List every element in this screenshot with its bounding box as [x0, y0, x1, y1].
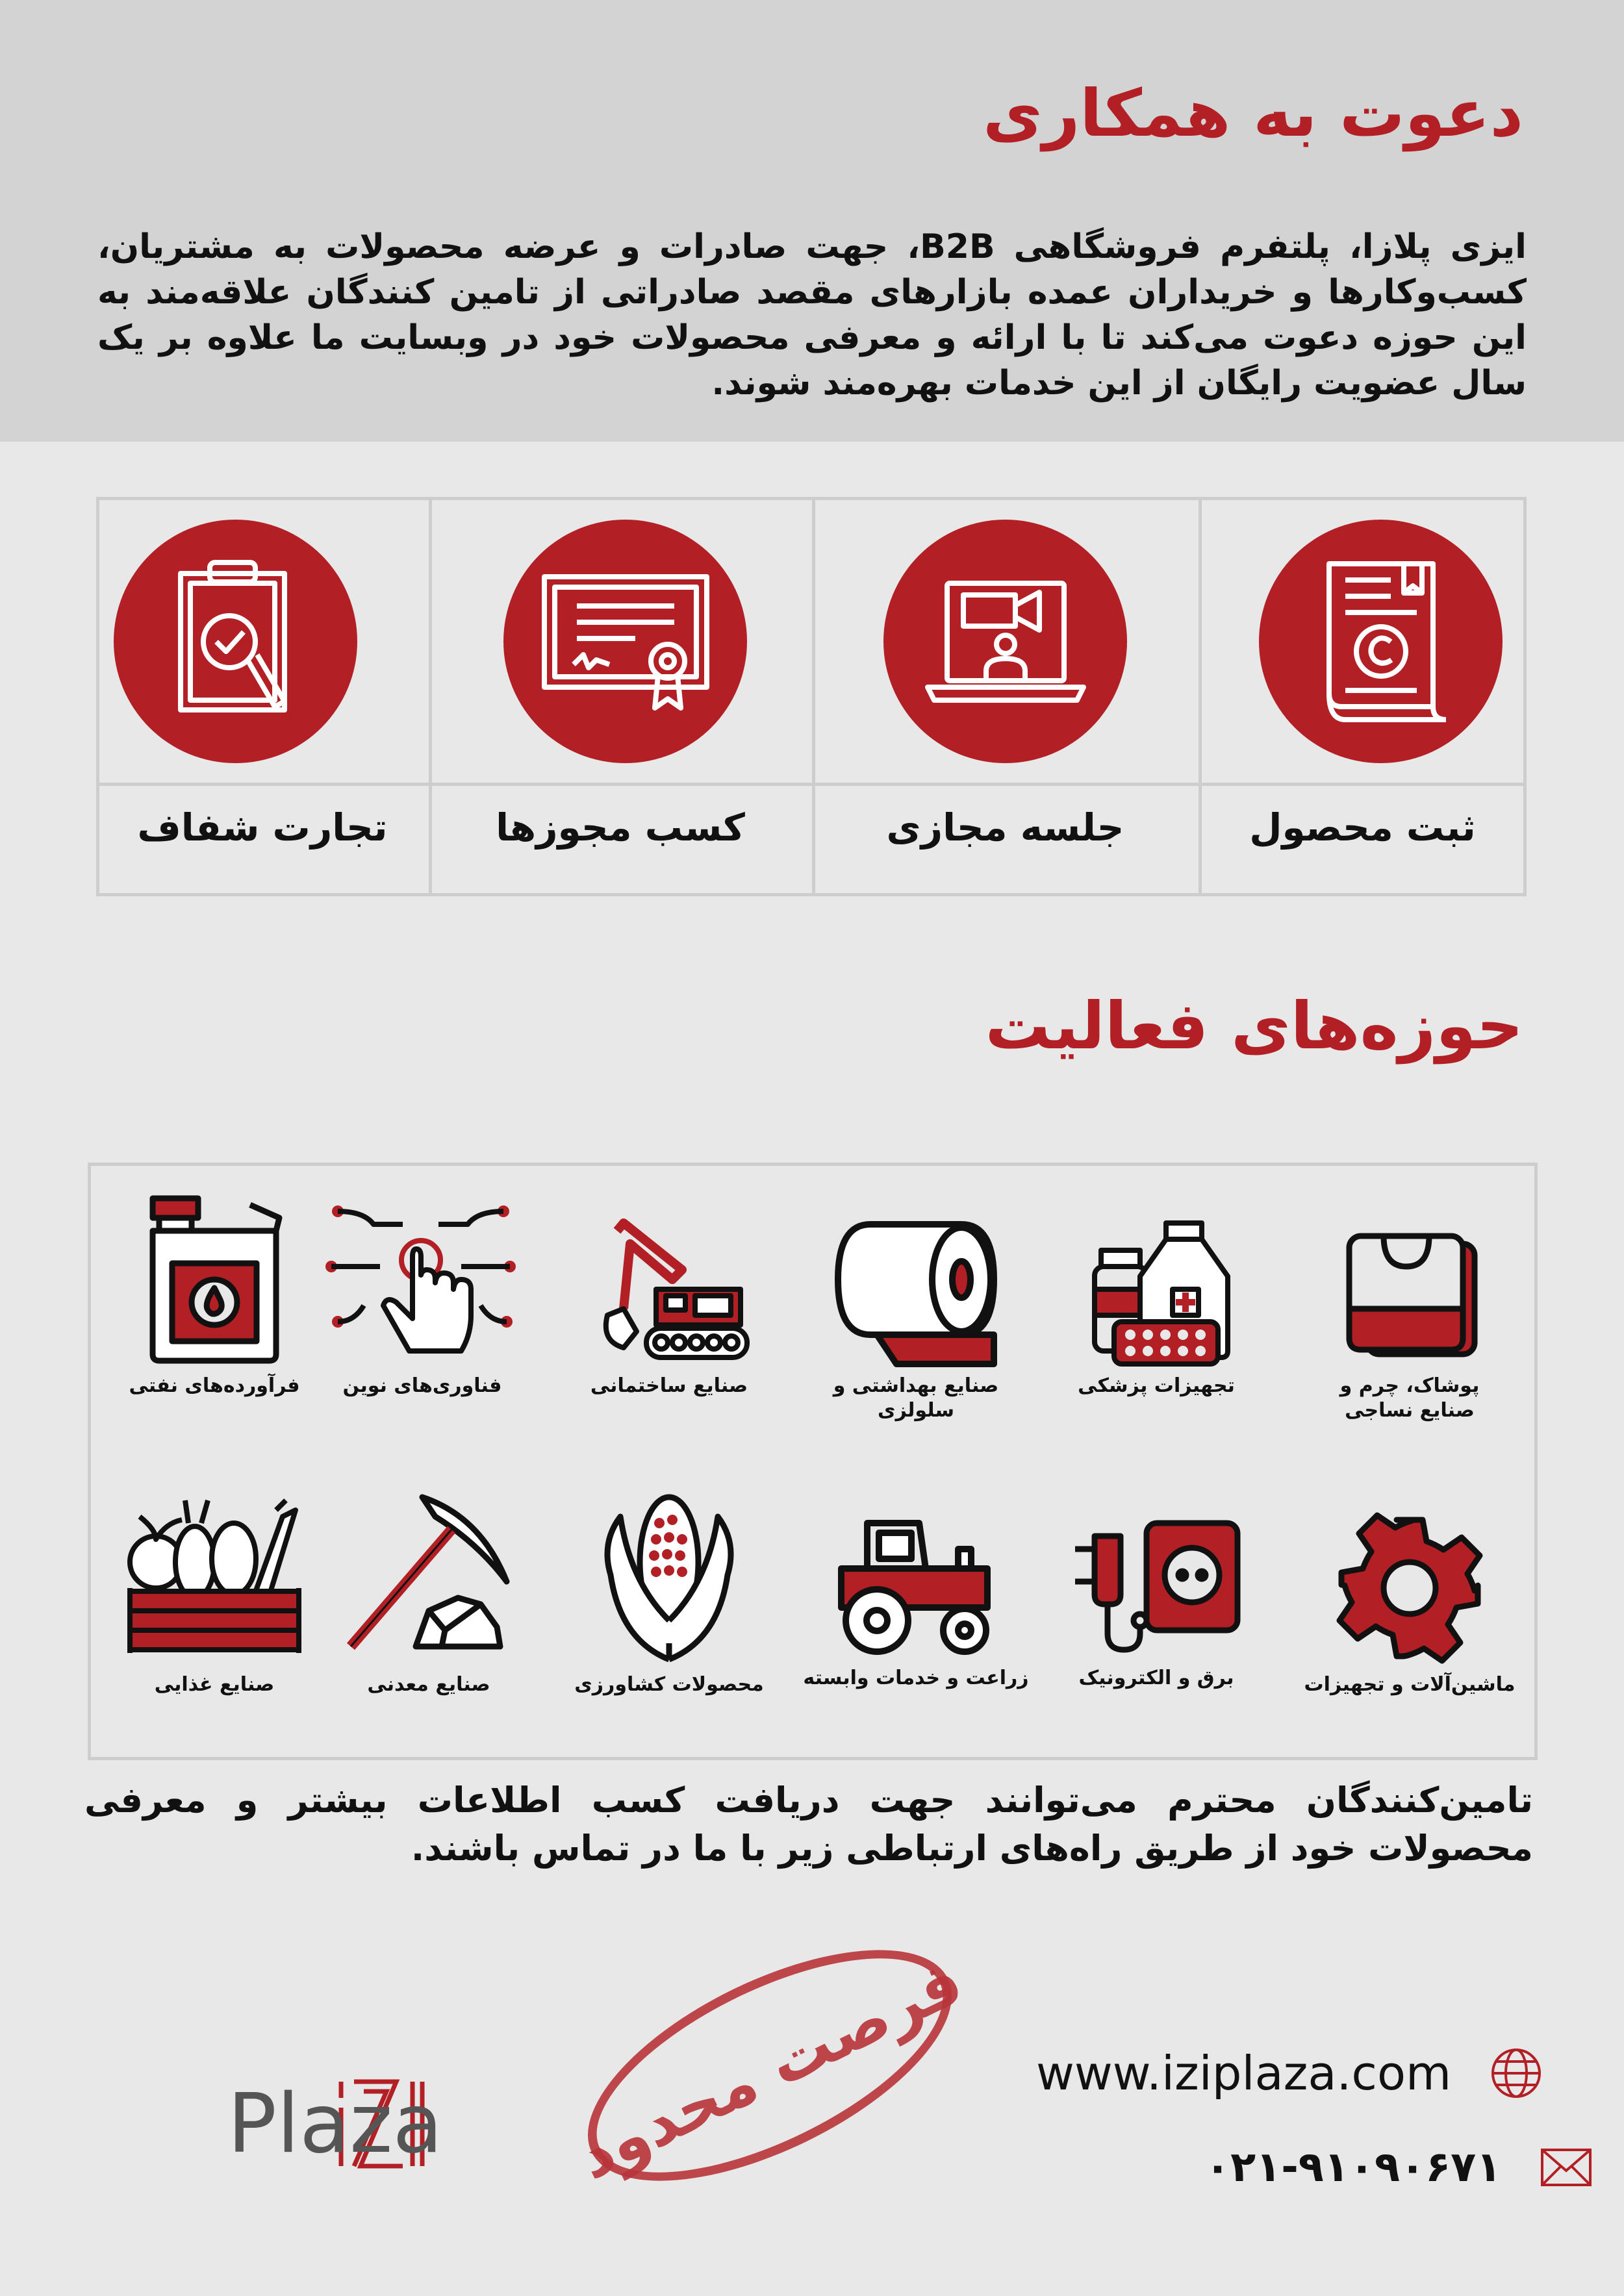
- invite-title: دعوت به همکاری: [983, 75, 1523, 151]
- field-medical: تجهیزات پزشکی: [1033, 1218, 1280, 1398]
- service-label: تجارت شفاف: [137, 805, 388, 850]
- field-machinery: ماشین‌آلات و تجهیزات: [1286, 1510, 1533, 1697]
- fields-title: حوزه‌های فعالیت: [985, 988, 1523, 1064]
- clothing-icon: [1335, 1218, 1484, 1367]
- video-meeting-icon: [883, 520, 1127, 763]
- service-card-licenses: [429, 500, 815, 893]
- envelope-icon: [1540, 2148, 1592, 2187]
- service-label: ثبت محصول: [1249, 805, 1476, 850]
- field-food: صنایع غذایی: [91, 1491, 338, 1697]
- certificate-icon: [503, 520, 747, 763]
- field-electrical: برق و الکترونیک: [1033, 1510, 1280, 1691]
- corn-icon: [594, 1491, 744, 1666]
- gear-icon: [1332, 1510, 1488, 1666]
- service-card-virtual-meeting: [812, 500, 1202, 893]
- contact-note: تامین‌کنندگان محترم می‌توانند جهت دریافت کسب اطلاعات بیشتر و معرفی محصولات خود از طریق راه‌های ارتباطی زیر با ما در تماس باشند.: [84, 1780, 1533, 1869]
- phone-row: [1205, 2143, 1592, 2191]
- service-label: جلسه مجازی: [886, 805, 1124, 850]
- field-mining: صنایع معدنی: [305, 1491, 552, 1697]
- limited-offer-stamp: [559, 1942, 981, 2195]
- service-label: کسب مجوزها: [496, 805, 745, 850]
- stamp-text: فرصت محدود: [566, 1945, 974, 2194]
- field-hygiene: صنایع بهداشتی و سلولزی: [793, 1218, 1039, 1423]
- field-clothing: پوشاک، چرم و صنایع نساجی: [1286, 1218, 1533, 1423]
- fields-grid: [88, 1163, 1538, 1760]
- services-grid: [96, 497, 1527, 896]
- excavator-icon: [585, 1218, 754, 1367]
- field-agri-products: محصولات کشاورزی: [546, 1491, 793, 1697]
- iziplaza-logo: [104, 2075, 455, 2173]
- invite-intro: ایزی پلازا، پلتفرم فروشگاهی B2B، جهت صادرات و عرضه محصولات به مشتریان، کسب‌وکارها و خریداران عمده بازارهای مقصد صادراتی از تامین کنندگان علاقه‌مند به این حوزه دعوت می‌کند تا با ارائه و معرفی محصولات خود در وبسایت ما علاوه بر یک سال عضویت رایگان از این خدمات بهره‌مند شوند.: [97, 227, 1527, 403]
- pickaxe-icon: [338, 1491, 520, 1666]
- logo-text: Plaza: [227, 2076, 443, 2171]
- field-construction: صنایع ساختمانی: [546, 1218, 793, 1398]
- vegetable-crate-icon: [120, 1491, 309, 1666]
- plug-socket-icon: [1069, 1510, 1244, 1659]
- touch-technology-icon: [325, 1198, 520, 1367]
- service-card-transparent-trade: [96, 500, 432, 893]
- tractor-icon: [828, 1510, 1004, 1659]
- clipboard-check-icon: [114, 520, 357, 763]
- copyright-document-icon: [1259, 520, 1503, 763]
- globe-icon: [1490, 2047, 1542, 2099]
- website-row: [1036, 2046, 1542, 2100]
- field-petroleum: فرآورده‌های نفتی: [91, 1192, 338, 1398]
- website-link[interactable]: www.iziplaza.com: [1036, 2046, 1452, 2100]
- service-card-product-registration: [1202, 500, 1523, 893]
- oil-canister-icon: [140, 1192, 289, 1367]
- phone-number[interactable]: ۰۲۱-۹۱۰۹۰۶۷۱: [1205, 2143, 1502, 2191]
- field-farming: زراعت و خدمات وابسته: [793, 1510, 1039, 1691]
- tissue-roll-icon: [825, 1218, 1007, 1367]
- medical-supplies-icon: [1075, 1218, 1237, 1367]
- field-new-tech: فناوری‌های نوین: [299, 1198, 546, 1398]
